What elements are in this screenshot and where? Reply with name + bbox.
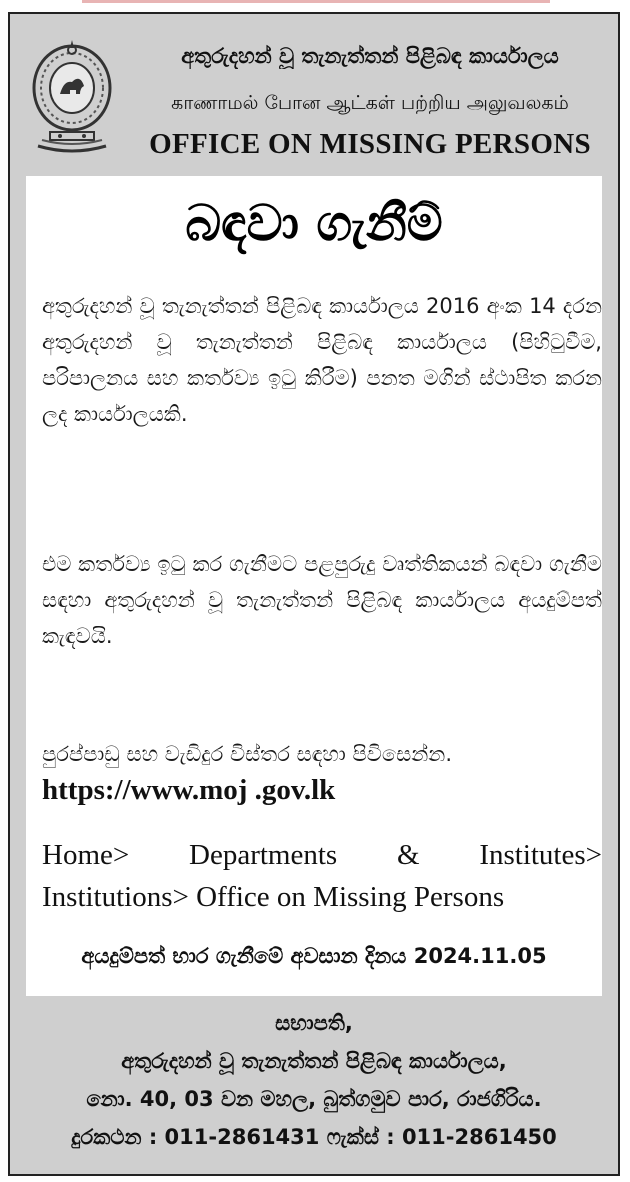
office-name-sinhala: අතුරුදහන් වූ තැනැත්තන් පිළිබඳ කාර්යාලය [181,44,559,68]
navigation-path [42,834,602,918]
office-name-tamil: காணாமல் போன ஆட்கள் பற்றிய அலுவலகம் [171,92,569,114]
office-name-english: OFFICE ON MISSING PERSONS [149,128,591,160]
advertisement-frame [8,12,620,1176]
application-deadline: අයදුම්පත් භාර ගැනීමේ අවසාන දිනය 2024.11.05 [81,944,547,968]
paragraph-recruitment: එම කර්තව්‍ය ඉටු කර ගැනීමට පළපුරුදු වෘත්තිකයන් බඳවා ගැනීම සඳහා අතුරුදහන් වූ තැනැත්තන් පිළිබඳ කාර්යාලය අයදුම්පත් කැඳවයි. [42,552,602,648]
header [10,14,618,174]
contact-footer [10,1004,618,1156]
path-part-departments: Departments [189,839,338,871]
notice-panel [26,176,602,996]
sri-lanka-state-emblem-icon [30,36,114,154]
path-line-institutions: Institutions> Office on Missing Persons [42,881,505,913]
paragraph-about-office: අතුරුදහන් වූ තැනැත්තන් පිළිබඳ කාර්යාලය 2016 අංක 14 දරන අතුරුදහන් වූ තැනැත්තන් පිළිබඳ කාර්යාලය (පිහිටුවීම, පරිපාලනය සහ කර්තව්‍ය ඉටු කිරීම) පනත මගින් ස්ථාපිත කරන ලද කාර්යාලයකි. [42,294,602,426]
path-part-ampersand: & [396,839,420,871]
notice-title: බඳවා ගැනීම් [185,194,443,252]
path-part-home: Home> [42,839,130,871]
paragraph-visit-site: පුරප්පාඩු සහ වැඩිදුර විස්තර සඳහා පිවිසෙන්න. [42,742,453,766]
footer-chairman: සභාපති, [275,1011,353,1035]
footer-office-name: අතුරුදහන් වූ තැනැත්තන් පිළිබඳ කාර්යාලය, [121,1049,507,1073]
footer-phone-fax: දුරකථන : 011-2861431 ෆැක්ස් : 011-2861450 [71,1125,557,1149]
footer-address: නො. 40, 03 වන මහල, බුත්ගමුව පාර, රාජගිරිය. [86,1087,542,1111]
path-part-institutes: Institutes> [479,839,602,871]
top-color-strip [82,0,550,3]
website-url: https://www.moj .gov.lk [42,774,336,806]
